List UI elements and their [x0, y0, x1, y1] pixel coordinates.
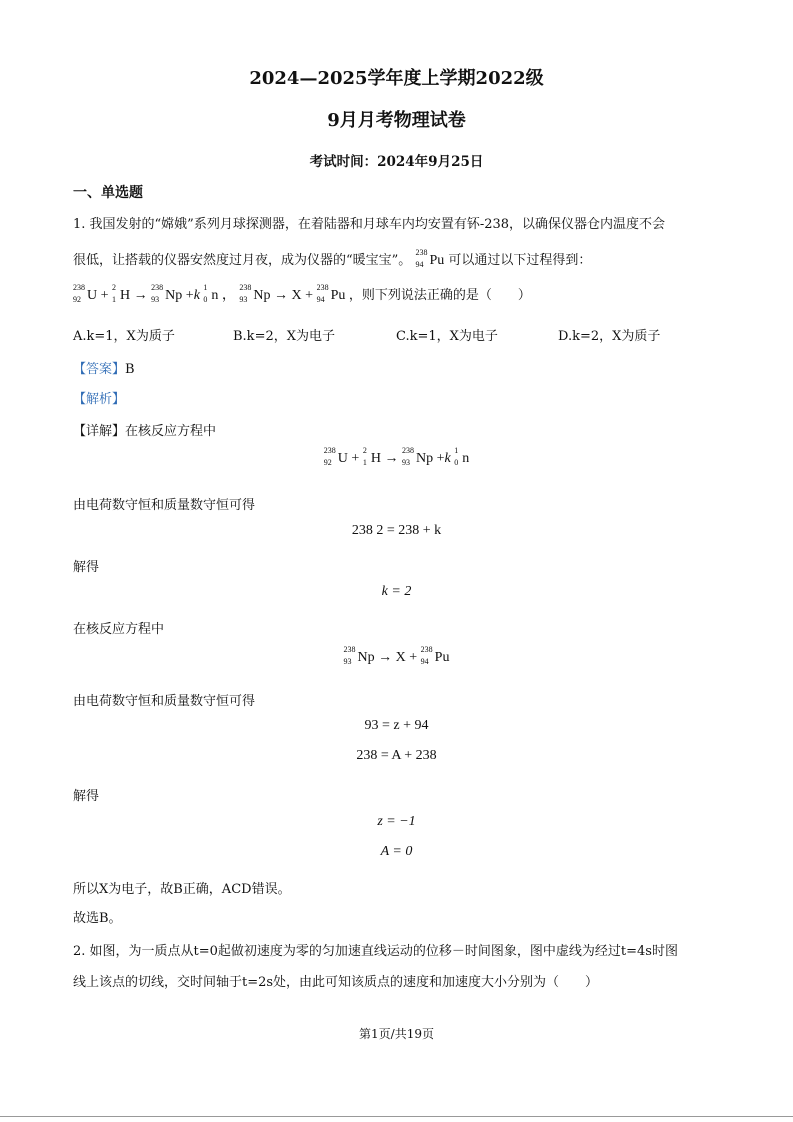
- page-number: 第1页/共19页: [359, 1027, 434, 1041]
- plus-sign: +: [351, 451, 360, 466]
- nuclide-h: 2 1 H: [362, 446, 381, 467]
- q1-line2-tail: 可以通过以下过程得到：: [448, 253, 592, 268]
- section-heading: 一、单选题: [73, 185, 143, 201]
- nuclide-n: 1 0 n: [454, 446, 470, 467]
- nuclide-np: 238 93 Np: [151, 283, 183, 304]
- comma: ，: [221, 288, 236, 303]
- answer-line: [73, 358, 135, 377]
- nuclide-np-2: 238 93 Np: [239, 283, 271, 304]
- reaction-2: [0, 645, 793, 666]
- bottom-divider: [0, 1116, 793, 1117]
- solve-1: 解得: [73, 560, 100, 575]
- reaction-1: [0, 446, 793, 467]
- choice: 故选B。: [73, 911, 122, 926]
- nuclide-h: 2 1 H: [112, 283, 131, 304]
- arrow-icon: →: [133, 288, 148, 303]
- equation-k: k = 2: [381, 584, 412, 599]
- plus-sign: +: [409, 650, 418, 665]
- detail-line: 【详解】在核反应方程中: [73, 424, 217, 439]
- nuclide-pu: 238 94 Pu: [415, 248, 445, 269]
- q1-line2-text: 很低，让搭载的仪器安然度过月夜，成为仪器的“暖宝宝”。: [73, 253, 412, 268]
- q1-line2: [73, 249, 591, 269]
- equation-a: A = 0: [380, 844, 413, 859]
- k-variable: k: [193, 288, 200, 303]
- equation-mass-1: 238 2 = 238 + k: [351, 523, 442, 538]
- nuclide-n: 1 0 n: [203, 283, 219, 304]
- nuclide-u: 238 92 U: [323, 446, 348, 467]
- exam-time: 考试时间：2024年9月25日: [309, 154, 484, 170]
- title-line2: 9月月考物理试卷: [327, 110, 466, 131]
- nuclide-u: 238 92 U: [73, 283, 98, 304]
- conclusion: 所以X为电子，故B正确，ACD错误。: [73, 882, 291, 897]
- arrow-icon: →: [274, 288, 289, 303]
- nuclide-pu: 238 94 Pu: [420, 645, 450, 666]
- q1-line3-tail: ，则下列说法正确的是（ ）: [348, 288, 531, 303]
- equation-charge-2: 93 = z + 94: [364, 718, 429, 733]
- equation-z: z = −1: [377, 814, 416, 829]
- nuclide-np: 238 93 Np: [343, 645, 375, 666]
- option-d[interactable]: D.k=2，X为质子: [558, 329, 661, 344]
- k-variable: k: [444, 451, 451, 466]
- plus-sign: +: [185, 288, 194, 303]
- option-b[interactable]: B.k=2，X为电子: [233, 329, 335, 344]
- answer-value: B: [125, 362, 135, 377]
- title-line1: 2024—2025学年度上学期2022级: [249, 68, 544, 89]
- option-c[interactable]: C.k=1，X为电子: [396, 329, 498, 344]
- plus-sign: +: [436, 451, 445, 466]
- nuclide-pu-2: 238 94 Pu: [316, 283, 346, 304]
- option-a[interactable]: A.k=1，X为质子: [73, 329, 175, 344]
- conservation-2: 由电荷数守恒和质量数守恒可得: [73, 694, 256, 709]
- answer-tag: 【答案】: [73, 362, 126, 377]
- q2-line2: 线上该点的切线，交时间轴于t=2s处，由此可知该质点的速度和加速度大小分别为（ ）: [73, 975, 599, 990]
- solve-2: 解得: [73, 789, 100, 804]
- plus-sign: +: [305, 288, 314, 303]
- conservation-1: 由电荷数守恒和质量数守恒可得: [73, 498, 256, 513]
- analysis-tag: 【解析】: [73, 392, 126, 407]
- q2-line1: 2. 如图，为一质点从t=0起做初速度为零的匀加速直线运动的位移－时间图象，图中虚线为经过t=4s时图: [73, 944, 678, 959]
- nuclide-np: 238 93 Np: [401, 446, 434, 467]
- x-symbol: X: [395, 650, 406, 665]
- q1-reactions: [73, 284, 531, 304]
- arrow-icon: →: [384, 451, 399, 466]
- equation-mass-2: 238 = A + 238: [356, 748, 437, 763]
- reaction-2-intro: 在核反应方程中: [73, 622, 165, 637]
- arrow-icon: →: [378, 650, 393, 665]
- x-symbol: X: [291, 288, 302, 303]
- plus-sign: +: [100, 288, 109, 303]
- q1-line1: 1. 我国发射的“嫦娥”系列月球探测器，在着陆器和月球车内均安置有钚-238，以确保仪器仓内温度不会: [73, 217, 666, 232]
